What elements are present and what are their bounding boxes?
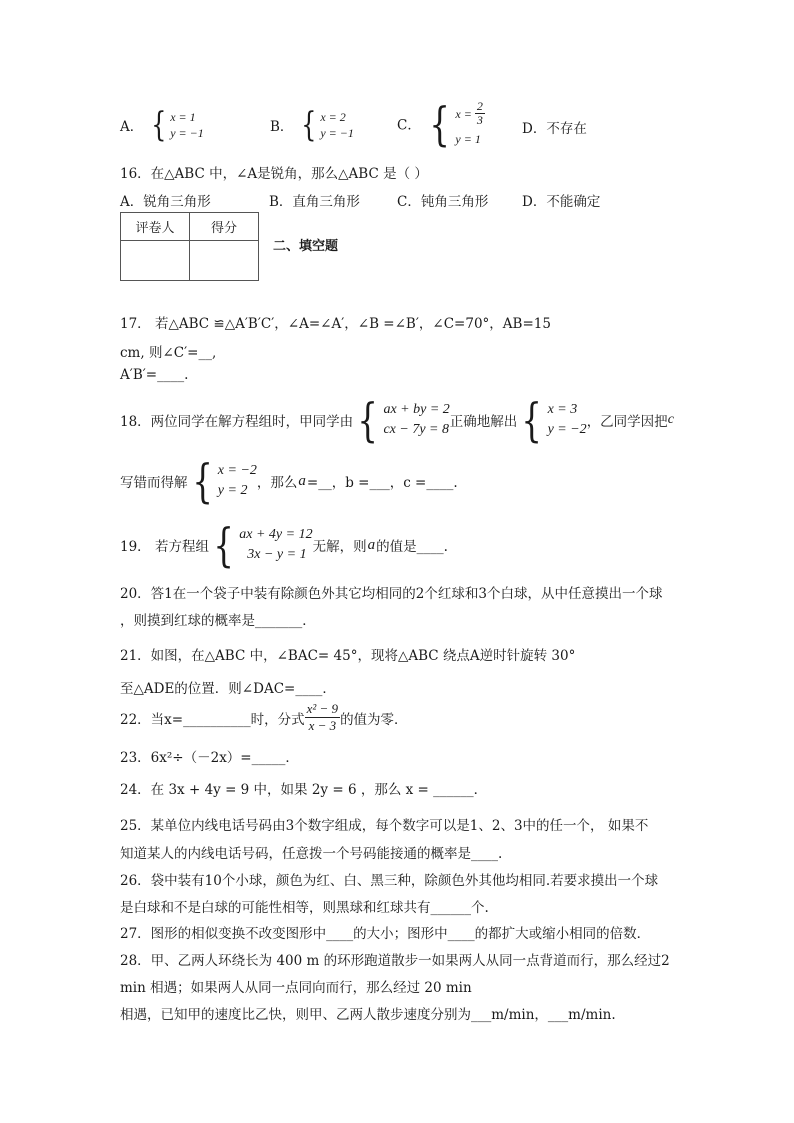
q27: 27．图形的相似变换不改变图形中____的大小；图形中____的都扩大或缩小相同的倍数． xyxy=(120,926,651,942)
q15-system-b xyxy=(298,105,354,145)
q16-option-d: D．不能确定 xyxy=(522,194,601,210)
q21-line1: 21．如图，在△ABC 中，∠BAC= 45°，现将△ABC 绕点A逆时针旋转 30° xyxy=(120,648,576,664)
brace-icon: { xyxy=(521,393,543,447)
q15-system-a xyxy=(148,105,204,145)
q19-system xyxy=(209,518,313,572)
q18-system-solution xyxy=(517,393,587,447)
q28-line1: 28．甲、乙两人环绕长为 400 m 的环形跑道散步一如果两人从同一点背道而行，那么经过2 xyxy=(120,953,670,969)
q15-option-a: A． { x = 1 y = −1 xyxy=(120,105,204,145)
brace-icon: { xyxy=(213,518,234,572)
q28-line3: 相遇，已知甲的速度比乙快，则甲、乙两人散步速度分别为___m/min，___m/min. xyxy=(120,1007,616,1023)
score-table xyxy=(120,212,259,281)
q20-line2: ，则摸到红球的概率是_______． xyxy=(120,613,316,629)
q25-line1: 25．某单位内线电话号码由3个数字组成，每个数字可以是1、2、3中的任一个， 如果不 xyxy=(120,818,649,834)
q20-line1: 20．答1在一个袋子中装有除颜色外其它均相同的2个红球和3个白球，从中任意摸出一个球 xyxy=(120,586,663,602)
q19-eq1: ax + 4y = 12 xyxy=(239,527,313,542)
q15-option-b: B． { x = 2 y = −1 xyxy=(270,105,354,145)
section-title: 二、填空题 xyxy=(273,239,339,254)
brace-icon: { xyxy=(150,105,166,145)
q28-line2: min 相遇；如果两人从同一点同向而行，那么经过 20 min xyxy=(120,980,472,996)
q22-fraction: $\frac{\text{x² − 9}}{x - 3}$ xyxy=(306,701,339,733)
q18-line1: 18．两位同学在解方程组时，甲同学由 { ax + by = 2 cx − 7y = 8 正确地解出 { x = 3 y = −2 ，乙同学因把 c xyxy=(120,393,674,447)
q15-option-d: D．不存在 xyxy=(522,121,587,137)
q16-stem: 16．在△ABC 中，∠A是锐角，那么△ABC 是（ ） xyxy=(120,166,428,182)
q22: 22．当x=__________时，分式 $\frac{\text{x² − 9}}{x - 3}$ 的值为零． xyxy=(120,701,408,733)
q17-line1: 17． 若△ABC ≌△A′B′C′，∠A=∠A′，∠B =∠B′，∠C=70°，AB=15 xyxy=(120,316,551,332)
q15-b-row1: x = 2 xyxy=(320,110,346,124)
q19: 19． 若方程组 { ax + 4y = 12 3x − y = 1 无解，则 a 的值是____. xyxy=(120,518,448,572)
q15-c-fraction: $\frac{2}{3}$ xyxy=(476,99,483,127)
q24: 24．在 3x + 4y = 9 中，如果 2y = 6 ，那么 x = ______． xyxy=(120,782,488,798)
brace-icon: { xyxy=(357,393,379,447)
q18-sol2: y = −2 xyxy=(547,422,587,437)
q18-eq1: ax + by = 2 xyxy=(383,402,450,417)
q16-option-b: B．直角三角形 xyxy=(269,194,360,210)
q15-option-c: C． { x = $\frac{2}{3}$ y = 1 xyxy=(397,96,483,151)
q26-line1: 26．袋中装有10个小球，颜色为红、白、黑三种，除颜色外其他均相同.若要求摸出一个球 xyxy=(120,873,659,889)
q18-wrong2: y = 2 xyxy=(217,483,248,498)
q16-option-c: C．钝角三角形 xyxy=(397,194,489,210)
q23: 23．6x²÷（－2x）=_____． xyxy=(120,750,299,766)
brace-icon: { xyxy=(429,96,451,151)
q18-system-given xyxy=(353,393,450,447)
q15-a-row2: y = −1 xyxy=(170,126,204,140)
score-table-header-grader: 评卷人 xyxy=(121,213,190,241)
brace-icon: { xyxy=(191,454,213,508)
q26-line2: 是白球和不是白球的可能性相等，则黑球和红球共有______个. xyxy=(120,900,489,916)
q15-c-row2: y = 1 xyxy=(455,132,481,146)
q18-wrong1: x = −2 xyxy=(217,463,257,478)
q18-line2: 写错而得解 { x = −2 y = 2 ，那么 a =__，b =___，c =____. xyxy=(120,454,458,508)
score-table-cell-grader xyxy=(121,241,190,281)
brace-icon: { xyxy=(300,105,317,145)
score-table-header-score: 得分 xyxy=(190,213,259,241)
q19-eq2: 3x − y = 1 xyxy=(247,547,307,562)
q15-c-x: x = xyxy=(455,106,472,121)
q15-system-c xyxy=(425,96,485,151)
q17-line2: cm, 则∠C′=__, xyxy=(120,345,217,361)
score-table-cell-score xyxy=(190,241,259,281)
q15-b-row2: y = −1 xyxy=(320,126,354,140)
q17-line3: A′B′=____. xyxy=(120,367,189,383)
q15-a-row1: x = 1 xyxy=(170,110,196,124)
q21-line2: 至△ADE的位置．则∠DAC=____． xyxy=(120,681,336,697)
q16-option-a: A．锐角三角形 xyxy=(120,194,211,210)
q18-eq2: cx − 7y = 8 xyxy=(383,422,450,437)
q25-line2: 知道某人的内线电话号码，任意拨一个号码能接通的概率是____. xyxy=(120,846,503,862)
q18-sol1: x = 3 xyxy=(547,402,578,417)
q18-system-wrong xyxy=(188,454,257,508)
